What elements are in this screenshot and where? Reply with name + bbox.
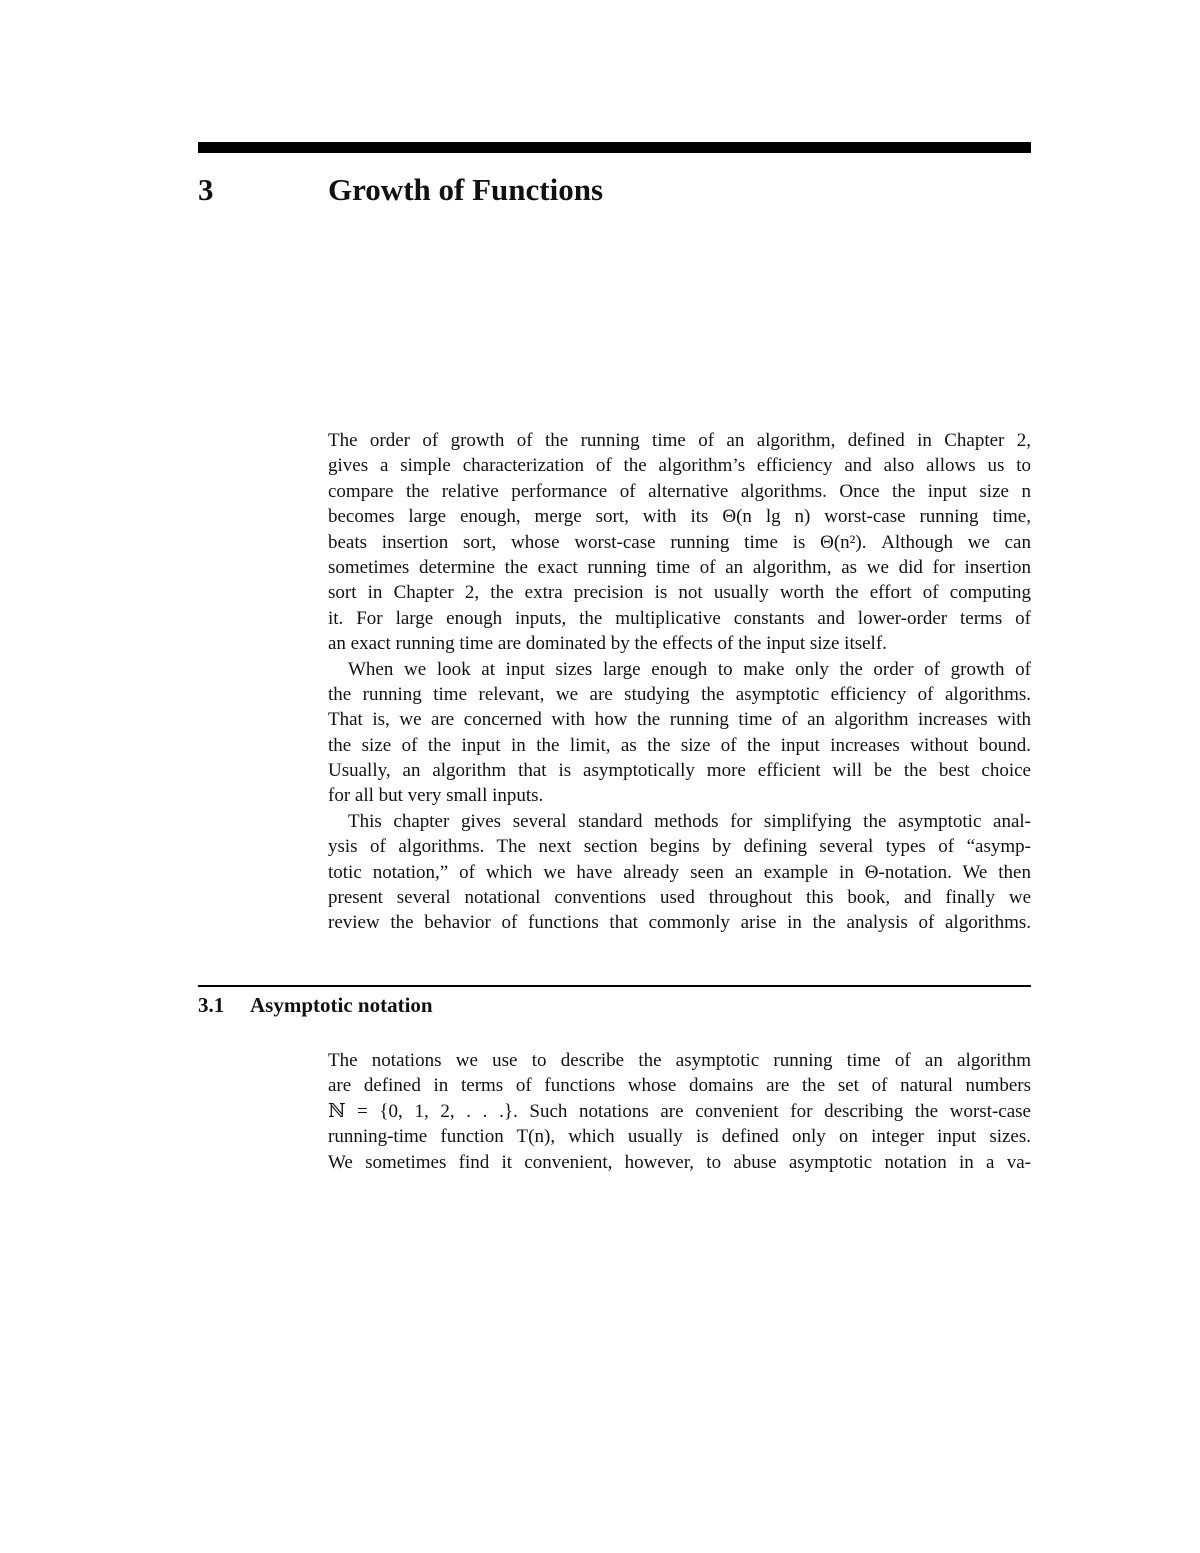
- text-line: Usually, an algorithm that is asymptotically more efficient will be the best choice: [328, 760, 1031, 782]
- text-line: review the behavior of functions that commonly arise in the analysis of algorithms.: [328, 912, 1031, 934]
- text-line: an exact running time are dominated by the effects of the input size itself.: [328, 633, 887, 655]
- intro-text: [328, 428, 1031, 936]
- section-rule: [198, 985, 1031, 987]
- section-title: Asymptotic notation: [250, 993, 433, 1017]
- text-line: the running time relevant, we are studying the asymptotic efficiency of algorithms.: [328, 683, 1031, 705]
- text-line: totic notation,” of which we have already seen an example in Θ-notation. We then: [328, 861, 1031, 883]
- chapter-number: 3: [198, 172, 214, 207]
- text-line: gives a simple characterization of the algorithm’s efficiency and also allows us to: [328, 455, 1031, 477]
- text-line: becomes large enough, merge sort, with its Θ(n lg n) worst-case running time,: [328, 506, 1031, 528]
- chapter-top-rule: [198, 142, 1031, 153]
- text-line: compare the relative performance of alternative algorithms. Once the input size n: [328, 480, 1031, 502]
- text-line: ℕ = {0, 1, 2, . . .}. Such notations are convenient for describing the worst-case: [328, 1100, 1031, 1122]
- text-line: This chapter gives several standard methods for simplifying the asymptotic anal-: [348, 810, 1031, 832]
- text-line: it. For large enough inputs, the multiplicative constants and lower-order terms of: [328, 607, 1031, 629]
- text-line: The order of growth of the running time of an algorithm, defined in Chapter 2,: [328, 430, 1031, 451]
- text-line: We sometimes find it convenient, however, to abuse asymptotic notation in a va-: [328, 1151, 1031, 1173]
- text-line: are defined in terms of functions whose domains are the set of natural numbers: [328, 1075, 1031, 1097]
- text-line: When we look at input sizes large enough to make only the order of growth of: [348, 658, 1031, 680]
- text-line: present several notational conventions used throughout this book, and finally we: [328, 887, 1031, 909]
- text-line: for all but very small inputs.: [328, 785, 544, 807]
- text-line: running-time function T(n), which usually is defined only on integer input sizes.: [328, 1126, 1031, 1148]
- chapter-title: Growth of Functions: [328, 172, 604, 207]
- text-line: The notations we use to describe the asymptotic running time of an algorithm: [328, 1050, 1031, 1071]
- section-text: [328, 1048, 1031, 1175]
- text-line: the size of the input in the limit, as the size of the input increases without bound.: [328, 734, 1031, 756]
- text-line: That is, we are concerned with how the running time of an algorithm increases with: [328, 709, 1031, 731]
- text-line: sort in Chapter 2, the extra precision is not usually worth the effort of computing: [328, 582, 1031, 604]
- section-number: 3.1: [198, 993, 225, 1017]
- text-line: beats insertion sort, whose worst-case running time is Θ(n²). Although we can: [328, 531, 1031, 553]
- text-line: sometimes determine the exact running time of an algorithm, as we did for insertion: [328, 556, 1031, 578]
- text-line: ysis of algorithms. The next section begins by defining several types of “asymp-: [328, 836, 1031, 858]
